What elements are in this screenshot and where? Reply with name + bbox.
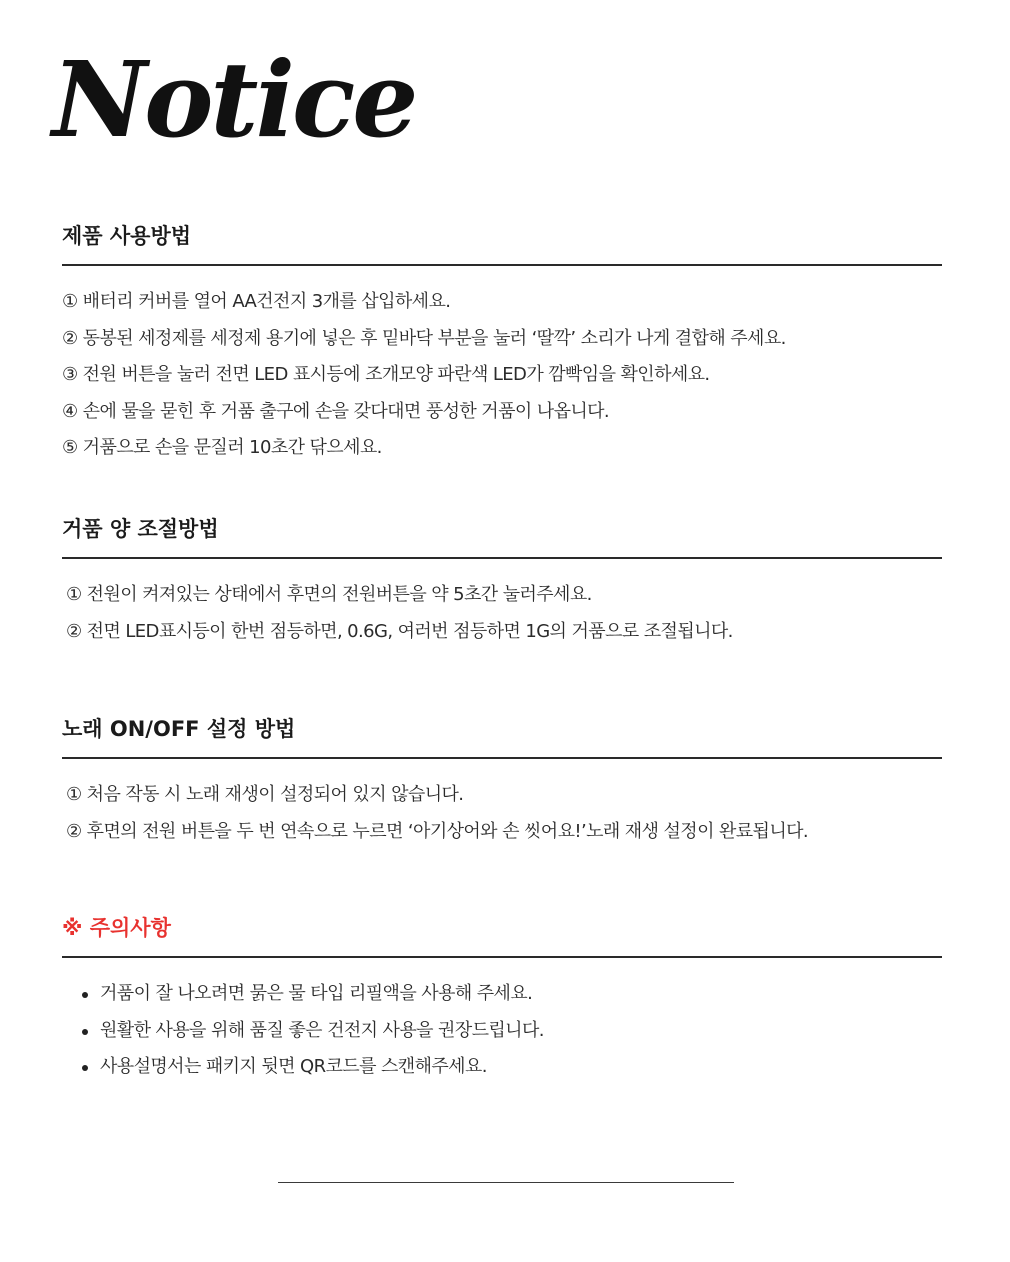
bullet-icon xyxy=(82,1029,88,1035)
list-item: ② 동봉된 세정제를 세정제 용기에 넣은 후 밑바닥 부분을 눌러 ‘딸깍’ 소리가 나게 결합해 주세요. xyxy=(62,327,786,349)
page-title: Notice xyxy=(52,38,416,161)
list-item: ① 전원이 켜져있는 상태에서 후면의 전원버튼을 약 5초간 눌러주세요. xyxy=(66,584,592,605)
list-item: ① 배터리 커버를 열어 AA건전지 3개를 삽입하세요. xyxy=(62,291,451,312)
bullet-icon xyxy=(82,1065,88,1071)
list-item-text: 사용설명서는 패키지 뒷면 QR코드를 스캔해주세요. xyxy=(100,1056,487,1077)
list-item: ③ 전원 버튼을 눌러 전면 LED 표시등에 조개모양 파란색 LED가 깜빡임을 확인하세요. xyxy=(62,364,710,385)
list-item-text: 거품이 잘 나오려면 묽은 물 타입 리필액을 사용해 주세요. xyxy=(100,983,533,1004)
list-item: ② 전면 LED표시등이 한번 점등하면, 0.6G, 여러번 점등하면 1G의 거품으로 조절됩니다. xyxy=(66,620,733,642)
list-item: ④ 손에 물을 묻힌 후 거품 출구에 손을 갖다대면 풍성한 거품이 나옵니다. xyxy=(62,400,610,422)
list-item: ⑤ 거품으로 손을 문질러 10초간 닦으세요. xyxy=(62,437,382,458)
caution-heading: ※ 주의사항 xyxy=(62,914,942,958)
section-heading: 거품 양 조절방법 xyxy=(62,515,942,559)
section-heading: 제품 사용방법 xyxy=(62,222,942,266)
list-item xyxy=(62,976,942,1013)
bullet-icon xyxy=(82,992,88,998)
caution-section xyxy=(62,914,942,1086)
section-heading: 노래 ON/OFF 설정 방법 xyxy=(62,715,942,759)
list-item: ② 후면의 전원 버튼을 두 번 연속으로 누르면 ‘아기상어와 손 씻어요!’노래 재생 설정이 완료됩니다. xyxy=(66,820,809,842)
usage-section xyxy=(62,222,942,467)
list-item xyxy=(62,1013,942,1050)
song-setting-section xyxy=(62,715,942,850)
list-item-text: 원활한 사용을 위해 품질 좋은 건전지 사용을 권장드립니다. xyxy=(100,1019,544,1041)
foam-amount-section xyxy=(62,515,942,650)
list-item xyxy=(62,1049,942,1086)
list-item: ① 처음 작동 시 노래 재생이 설정되어 있지 않습니다. xyxy=(66,784,464,805)
footer-divider xyxy=(278,1182,734,1183)
